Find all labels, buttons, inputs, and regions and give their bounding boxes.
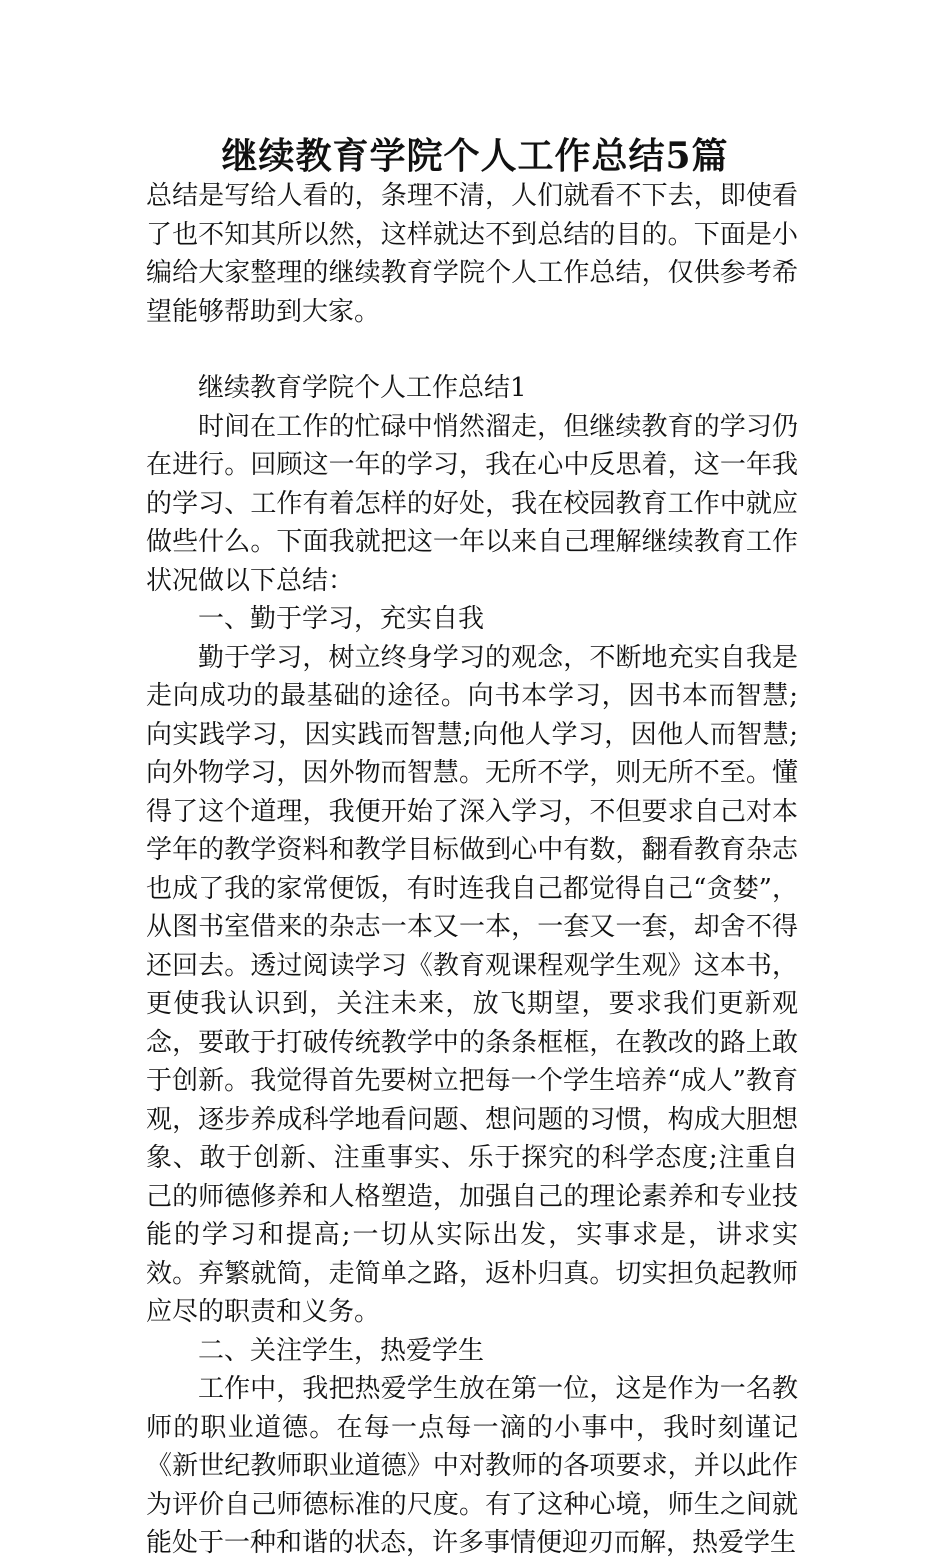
- body-paragraph: 勤于学习，树立终身学习的观念，不断地充实自我是走向成功的最基础的途径。向书本学习，因书本而智慧;向实践学习，因实践而智慧;向他人学习，因他人而智慧;向外物学习，因外物而智慧。无所不学，则无所不至。懂得了这个道理，我便开始了深入学习，不但要求自己对本学年的教学资料和教学目标做到心中有数，翻看教育杂志也成了我的家常便饭，有时连我自己都觉得自己“贪婪”，从图书室借来的杂志一本又一本，一套又一套，却舍不得还回去。透过阅读学习《教育观课程观学生观》这本书，更使我认识到，关注未来，放飞期望，要求我们更新观念，要敢于打破传统教学中的条条框框，在教改的路上敢于创新。我觉得首先要树立把每一个学生培养“成人”教育观，逐步养成科学地看问题、想问题的习惯，构成大胆想象、敢于创新、注重事实、乐于探究的科学态度;注重自己的师德修养和人格塑造，加强自己的理论素养和专业技能的学习和提高;一切从实际出发，实事求是，讲求实效。弃繁就简，走简单之路，返朴归真。切实担负起教师应尽的职责和义务。: [146, 642, 798, 1327]
- body-paragraph: 工作中，我把热爱学生放在第一位，这是作为一名教师的职业道德。在每一点每一滴的小事中，我时刻谨记《新世纪教师职业道德》中对教师的各项要求，并以此作为评价自己师德标准的尺度。有了这种心境，师生之间就能处于一种和谐的状态，许多事情便迎刃而解，热爱学生: [146, 1374, 798, 1558]
- section-heading: 二、关注学生，热爱学生: [198, 1335, 485, 1366]
- document-title: 继续教育学院个人工作总结5篇: [221, 135, 729, 177]
- section-title: 继续教育学院个人工作总结1: [198, 373, 527, 403]
- paragraph-gap: [146, 331, 798, 369]
- document-body: [146, 177, 798, 1563]
- section-heading: 一、勤于学习，充实自我: [198, 604, 485, 634]
- body-paragraph: 时间在工作的忙碌中悄然溜走，但继续教育的学习仍在进行。回顾这一年的学习，我在心中反思着，这一年我的学习、工作有着怎样的好处，我在校园教育工作中就应做些什么。下面我就把这一年以来自己理解继续教育工作状况做以下总结：: [146, 411, 798, 596]
- intro-paragraph: 总结是写给人看的，条理不清，人们就看不下去，即使看了也不知其所以然，这样就达不到总结的目的。下面是小编给大家整理的继续教育学院个人工作总结，仅供参考希望能够帮助到大家。: [146, 181, 798, 327]
